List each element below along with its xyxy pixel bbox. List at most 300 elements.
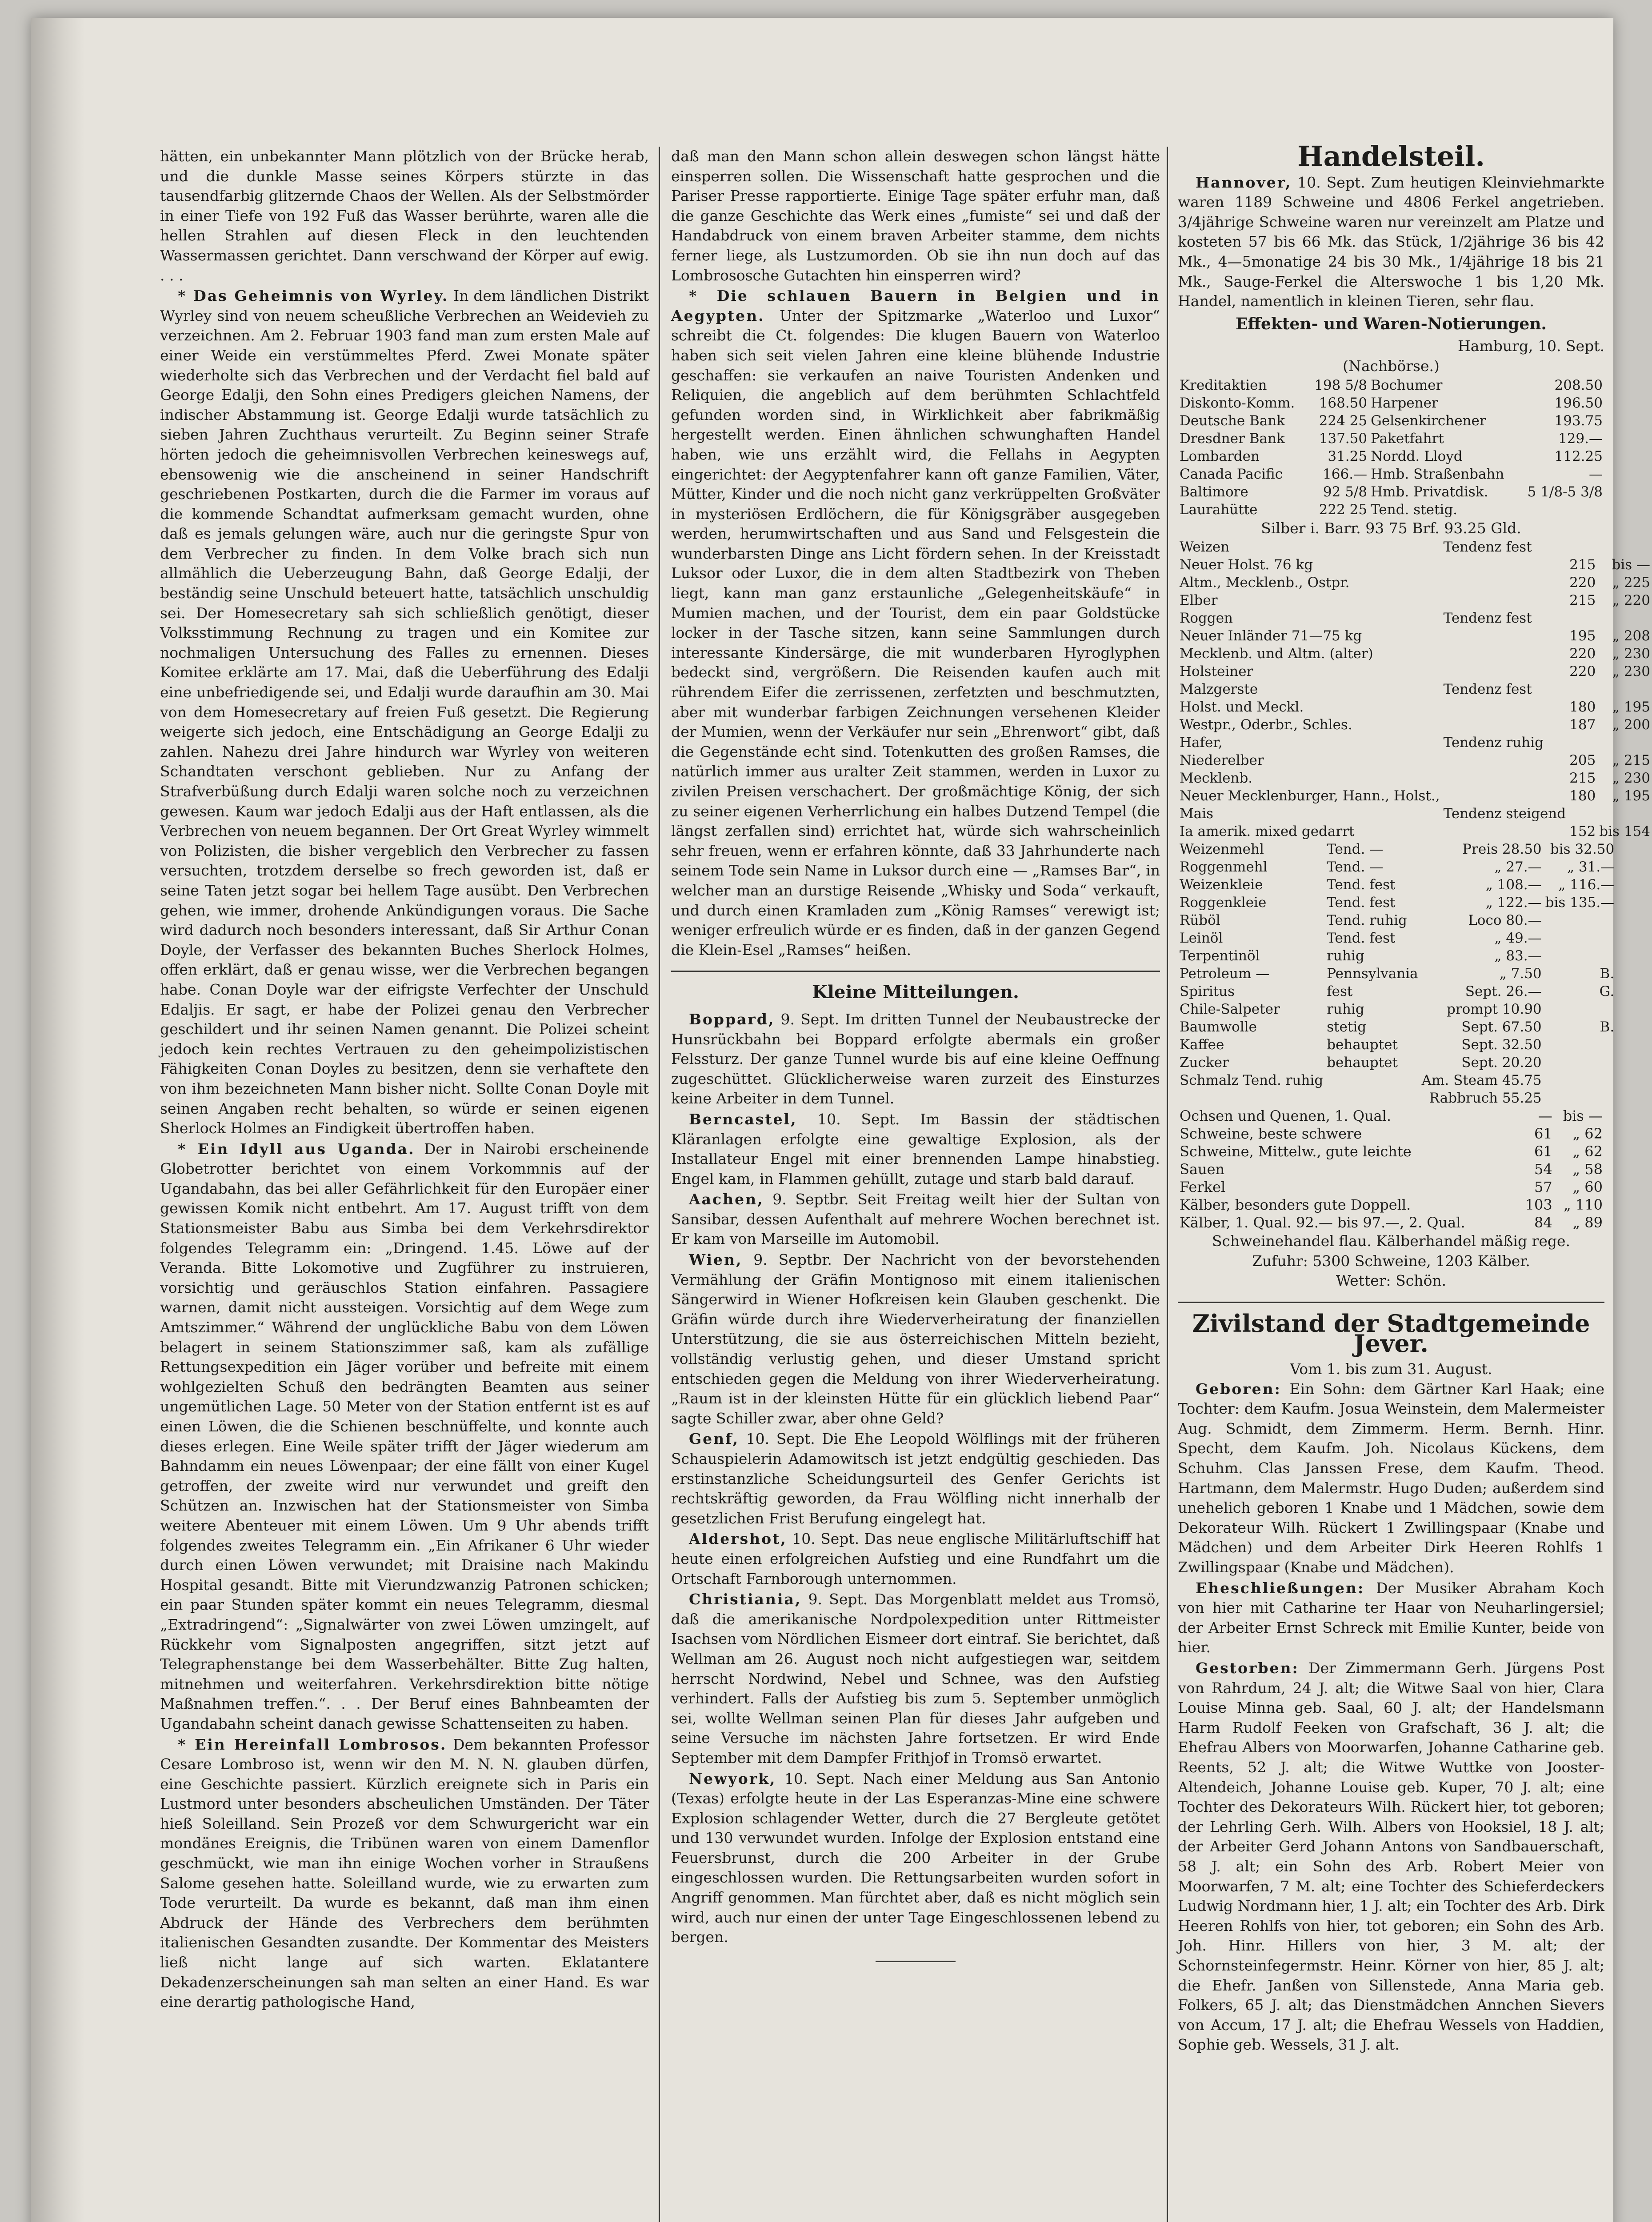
- table-cell: [1325, 1089, 1420, 1107]
- table-cell: [1325, 1071, 1420, 1089]
- table-cell: —: [1538, 1107, 1552, 1125]
- table-cell: [1514, 1107, 1518, 1125]
- table-cell: 220: [1569, 646, 1596, 662]
- table-cell: [1514, 1214, 1518, 1231]
- table-cell: Diskonto-Komm.: [1180, 395, 1295, 411]
- table-cell: bis 32.50: [1550, 841, 1615, 858]
- article-headline: * Ein Hereinfall Lombrosos.: [178, 1735, 447, 1753]
- cattle-row: [1178, 1125, 1604, 1143]
- table-cell: 103: [1525, 1196, 1552, 1214]
- table-cell: 220: [1569, 575, 1596, 591]
- table-cell: Rabbruch 55.25: [1429, 1090, 1542, 1107]
- table-cell: bis —: [1612, 557, 1650, 573]
- grain-row: [1178, 769, 1652, 787]
- table-cell: behauptet: [1327, 1037, 1398, 1053]
- news-item: [671, 1529, 1160, 1589]
- marriages-text: Der Musiker Abraham Koch von hier mit Catharine ter Haar von Neuharlingersiel; der Arbeiter Ernst Schreck mit Emilie Kunter, beide von hier.: [1178, 1579, 1604, 1656]
- article-wyrley: [160, 286, 649, 1139]
- table-cell: [1514, 1143, 1518, 1160]
- table-cell: Neuer Mecklenburger, Hann., Holst.,: [1180, 788, 1440, 804]
- table-cell: 198 5/8: [1314, 377, 1368, 393]
- table-cell: Chile-Salpeter: [1180, 1001, 1280, 1018]
- table-cell: Niederelber: [1180, 752, 1264, 769]
- goods-row: [1178, 840, 1616, 858]
- goods-row: [1178, 858, 1616, 876]
- births: [1178, 1379, 1604, 1578]
- table-cell: Dresdner Bank: [1180, 430, 1285, 447]
- table-cell: Holst. und Meckl.: [1180, 699, 1304, 715]
- table-cell: Laurahütte: [1180, 501, 1258, 518]
- table-cell: Schweine, beste schwere: [1180, 1125, 1362, 1143]
- goods-row: [1178, 876, 1616, 894]
- table-cell: stetig: [1327, 1019, 1367, 1035]
- column-rule: [1167, 147, 1168, 2222]
- table-cell: „ 49.—: [1494, 930, 1542, 947]
- table-cell: „ 58: [1572, 1161, 1603, 1178]
- table-cell: Tend. fest: [1327, 930, 1396, 947]
- table-cell: Gelsenkirchener: [1371, 412, 1486, 429]
- table-cell: 112.25: [1554, 448, 1603, 464]
- table-cell: 84: [1534, 1214, 1552, 1231]
- article-body: Der in Nairobi erscheinende Globetrotter berichtet von einem Vorkommnis auf der Ugandabahn, das bei aller Gefährlichkeit für den Europäer einer gewissen Komik nicht entbehrt. Am 17. August trifft von dem Stationsmeister Babu aus Simba bei dem Verkehrsdirektor folgendes Telegramm ein: „Dringend. 1.45. Löwe auf der Veranda. Bitte Lokomotive und Zugführer zu instruieren, vorsichtig und geräuschlos Station einfahren. Passagiere warnen, damit nicht aussteigen. Vorsichtig auf dem Wege zum Amtszimmer.“ Während der unglückliche Babu von dem Löwen belagert in seinem Stationszimmer saß, kam als zufällige Rettungsexpedition ein Jäger vorüber und befreite mit einem wohlgezielten Schuß den bedrängten Beamten aus seiner ungemütlichen Lage. 50 Meter von der Station entfernt ist es auf einen Löwen, die die Schienen beschnüffelte, und konnte auch dieses erlegen. Eine Weile später trifft der Jäger wiederum am Bahndamm ein neues Löwenpaar; der eine fällt von einer Kugel getroffen, der zweite wird nur verwundet und greift den Schützen an. Inzwischen hat der Stationsmeister von Simba weitere Abenteuer mit einem Löwen. Um 9 Uhr abends trifft folgendes zweites Telegramm ein. „Ein Afrikaner 6 Uhr wieder durch einen Löwen verwundet; mit Draisine nach Makindu Hospital gesandt. Bitte mit Vierundzwanzig Patronen schicken; ein paar Stunden später kommt ein neues Telegramm, diesmal „Extradringend“: „Signalwärter von zwei Löwen umzingelt, auf Rückkehr vom Signalposten angegriffen, sitzt jetzt auf Telegraphenstange bei dem Wasserbehälter. Bitte Zug halten, mitnehmen und weiterfahren. Verkehrsdirektion bitte nötige Maßnahmen treffen.“. . . Der Beruf eines Bahnbeamten der Ugandabahn scheint danach gewisse Schattenseiten zu haben.: [160, 1140, 649, 1732]
- table-cell: Baltimore: [1180, 484, 1248, 500]
- table-cell: [1568, 734, 1597, 751]
- goods-row: [1178, 929, 1616, 947]
- table-cell: 222 25: [1319, 501, 1368, 518]
- table-cell: [1442, 645, 1568, 663]
- column-3: [1178, 140, 1650, 2222]
- table-cell: Harpener: [1371, 395, 1438, 411]
- news-place: Newyork,: [689, 1770, 776, 1787]
- table-cell: Paketfahrt: [1371, 430, 1444, 447]
- grain-row: [1178, 805, 1652, 823]
- table-cell: [1442, 627, 1568, 645]
- table-cell: Sept. 32.50: [1461, 1037, 1542, 1053]
- table-cell: [1442, 698, 1568, 716]
- grain-row: [1178, 591, 1652, 609]
- effekten-subtitle: (Nachbörse.): [1343, 357, 1440, 375]
- table-cell: 195: [1569, 628, 1596, 644]
- end-divider: [876, 1961, 956, 1962]
- table-cell: Zucker: [1180, 1055, 1229, 1071]
- table-cell: [1597, 734, 1652, 751]
- grain-row: [1178, 680, 1652, 698]
- table-cell: 180: [1569, 699, 1596, 715]
- table-cell: ruhig: [1327, 1001, 1364, 1018]
- news-place: Aldershot,: [689, 1530, 787, 1548]
- table-cell: Holsteiner: [1180, 663, 1253, 680]
- table-cell: bis —: [1563, 1107, 1603, 1125]
- news-item: [671, 1250, 1160, 1428]
- cattle-row: [1178, 1196, 1604, 1214]
- deaths-text: Der Zimmermann Gerh. Jürgens Post von Rahrdum, 24 J. alt; die Witwe Saal von hier, Clara Louise Minna geb. Saal, 60 J. alt; der Handelsmann Harm Rudolf Feeken von Grafschaft, 36 J. alt; die Ehefrau Albers von Moorwarfen, Johanne Catharine geb. Reents, 52 J. alt; die Witwe Wuttke von Jooster-Altendeich, Johanne Louise geb. Kuper, 70 J. alt; eine Tochter des Dekorateurs Wilh. Rückert hier, tot geboren; der Lehrling Gerh. Wilh. Albers von Hooksiel, 18 J. alt; der Arbeiter Gerd Johann Antons von Sandbauerschaft, 58 J. alt; ein Sohn des Arb. Robert Meier von Moorwarfen, 7 M. alt; eine Tochter des Schieferdeckers Ludwig Nordmann hier, 1 J. alt; ein Tochter des Arb. Dirk Heeren Rohlfs von hier, tot geboren; ein Sohn des Arb. Joh. Hinr. Hillers von hier, 3 M. alt; der Schornsteinfegermstr. Heinr. Körner von hier, 85 J. alt; die Ehefr. Janßen von Sillenstede, Anna Maria geb. Folkers, 65 J. alt; das Dienstmädchen Annchen Sievers von Accum, 17 J. alt; die Ehefrau Wessels von Haddien, Sophie geb. Wessels, 31 J. alt.: [1178, 1659, 1604, 2054]
- table-cell: Tend. fest: [1327, 877, 1396, 893]
- article-headline: * Die schlauen Bauern in Belgien und in Aegypten.: [671, 287, 1160, 324]
- grain-row: [1178, 734, 1652, 751]
- table-cell: 137.50: [1319, 430, 1368, 447]
- table-cell: Sept. 26.—: [1465, 983, 1542, 1000]
- table-cell: Altm., Mecklenb., Ostpr.: [1180, 575, 1350, 591]
- table-cell: B.: [1600, 966, 1615, 982]
- table-cell: [1442, 556, 1568, 574]
- table-cell: [1442, 716, 1568, 734]
- table-cell: behauptet: [1327, 1055, 1398, 1071]
- newspaper-page: [31, 18, 1650, 2222]
- table-cell: Leinöl: [1180, 930, 1223, 947]
- table-cell: [1514, 1178, 1518, 1196]
- table-cell: Loco 80.—: [1468, 912, 1542, 929]
- article-body: Dem bekannten Professor Cesare Lombroso ist, wenn wir den M. N. N. glauben dürfen, eine Geschichte passiert. Kürzlich ereignete sich in Paris ein Lustmord unter besonders abscheulichen Umständen. Der Täter hieß Soleilland. Sein Prozeß vor dem Schwurgericht war ein mondänes Ereignis, die Tribünen waren von einem Damenflor geschmückt, wie man ihn einige Wochen vorher in Straußens Salome gesehen hatte. Soleilland wurde, wie zu erwarten zum Tode verurteilt. Da wurde es bekannt, daß man ihm einen Abdruck der Hände des Verbrechers dem berühmten italienischen Gesandten zusandte. Der Kommentar des Meisters ließ nicht lange auf sich warten. Eklatantere Dekadenzerscheinungen sah man selten an einer Hand. Es war eine derartig pathologische Hand,: [160, 1735, 649, 2011]
- stock-row: [1178, 448, 1604, 465]
- table-cell: prompt 10.90: [1447, 1001, 1542, 1018]
- grain-table: [1178, 538, 1652, 840]
- table-cell: bis 135.—: [1545, 895, 1615, 911]
- news-place: Boppard,: [689, 1010, 775, 1028]
- deaths-label: Gestorben:: [1196, 1659, 1299, 1677]
- article-continuation: daß man den Mann schon allein deswegen schon längst hätte einsperren sollen. Die Wissenschaft hatte gesprochen und die Pariser Presse rapportierte. Einige Tage später erfuhr man, daß die ganze Geschichte das Werk eines „fumiste“ sei und daß der Handabdruck von einem braven Arbeiter stamme, dem nichts ferner liege, als Lustzumorden. Ob sie ihn nun doch auf das Lombrososche Gutachten hin einsperren wird?: [671, 148, 1160, 284]
- goods-row: [1178, 1071, 1616, 1089]
- article-continuation: hätten, ein unbekannter Mann plötzlich von der Brücke herab, und die dunkle Masse seines Körpers stürzte in das tausendfarbig glitzernde Chaos der Wellen. Als der Selbstmörder in einer Tiefe von 192 Fuß das Wasser berührte, waren alle die hellen Strahlen auf diesen Fleck in den leuchtenden Wassermassen gerichtet. Dann verschwand der Körper auf ewig. . . .: [160, 148, 649, 284]
- table-cell: [1568, 805, 1597, 823]
- table-cell: [1597, 680, 1652, 698]
- stock-row: [1178, 465, 1604, 483]
- table-cell: 187: [1569, 717, 1596, 733]
- article-body: In dem ländlichen Distrikt Wyrley sind von neuem scheußliche Verbrechen an Weidevieh zu verzeichnen. Am 2. Februar 1903 fand man zum ersten Male auf einer Weide ein verstümmeltes Pferd. Zwei Monate später wiederholte sich das Verbrechen und der Verdacht fiel bald auf George Edalji, den Sohn eines Predigers gleichen Namens, der indischer Abstammung ist. George Edalji wurde tatsächlich zu sieben Jahren Zuchthaus verurteilt. Zu Beginn seiner Strafe hörten jedoch die geheimnisvollen Verbrechen keineswegs auf, ebensowenig wie die anscheinend in seiner Handschrift geschriebenen Postkarten, durch die die Farmer im voraus auf die kommende Schandtat aufmerksam gemacht wurden, ohne daß es jemals gelungen wäre, auch nur die geringste Spur von dem Verbrecher zu finden. In dem Volke brach sich nun allmählich die Ueberzeugung Bahn, daß George Edalji, der beständig seine Unschuld beteuert hatte, tatsächlich unschuldig sei. Der Homesecretary sah sich schließlich genötigt, dieser Volksstimmung Rechnung zu tragen und ein Komitee zur nochmaligen Untersuchung des Falles zu ernennen. Dieses Komitee erklärte am 17. Mai, daß die Ueberführung des Edalji eine unbefriedigende sei, und Edalji wurde daraufhin am 30. Mai von dem Homesecretary auf freien Fuß gesetzt. Die Regierung weigerte sich jedoch, eine Entschädigung an George Edalji zu zahlen. Nahezu drei Jahre hindurch war Wyrley von weiteren Schandtaten verschont geblieben. Nur zu Anfang der Strafverbüßung durch Edalji waren solche noch zu verzeichnen gewesen. Kaum war jedoch Edalji aus der Haft entlassen, als die Verbrechen von neuem begannen. Der Ort Great Wyrley wimmelt von Polizisten, die bisher vergeblich den Verbrecher zu fassen versuchten, trotzdem derselbe so frech geworden ist, daß er seine Taten jetzt sogar bei hellem Tage ausübt. Den Verbrechen gehen, wie immer, drohende Ankündigungen voraus. Die Sache wird dadurch noch besonders interessant, daß Sir Arthur Conan Doyle, der Verfasser des bekannten Buches Sherlock Holmes, offen erklärt, daß er genau wisse, wer die Verbrechen begangen habe. Conan Doyle war der eifrigste Verfechter der Unschuld Edaljis. Er sagt, er habe der Polizei genau den Verbrecher geschildert und ihr seinen Namen genannt. Die Polizei scheint jedoch kein rechtes Vertrauen zu den geheimpolizistischen Fähigkeiten Conan Doyles zu besitzen, denn sie verhaftete den von ihm bezeichneten Mann bisher nicht. Sollte Conan Doyle mit seinen Angaben recht behalten, so würde er seinen eigenen Sherlock Holmes an Findigkeit übertroffen haben.: [160, 287, 649, 1137]
- table-cell: Tendenz fest: [1443, 610, 1532, 627]
- table-cell: Schweine, Mittelw., gute leichte: [1180, 1143, 1412, 1160]
- table-cell: [1597, 609, 1652, 627]
- goods-row: [1178, 894, 1616, 911]
- table-cell: ruhig: [1327, 948, 1364, 964]
- table-cell: Sept. 20.20: [1461, 1055, 1542, 1071]
- article-bauern: [671, 286, 1160, 960]
- stock-row: [1178, 501, 1604, 519]
- table-cell: Kälber, besonders gute Doppell.: [1180, 1196, 1411, 1214]
- table-cell: [1442, 751, 1568, 769]
- table-cell: Rüböl: [1180, 912, 1220, 929]
- news-body: 10. Sept. Das neue englische Militärluftschiff hat heute einen erfolgreichen Aufstieg und eine Rundfahrt um die Ortschaft Farnborough unternommen.: [671, 1530, 1160, 1587]
- column-2: [671, 147, 1160, 2222]
- table-cell: 31.25: [1328, 448, 1368, 464]
- table-cell: 152: [1569, 823, 1596, 840]
- news-body: 10. Sept. Die Ehe Leopold Wölflings mit der früheren Schauspielerin Adamowitsch ist jetzt endgültig geschieden. Das erstinstanzliche Scheidungsurteil des Genfer Gerichts ist rechtskräftig geworden, da Frau Wölfling nicht innerhalb der gesetzlichen Frist Berufung eingelegt hat.: [671, 1430, 1160, 1527]
- table-cell: Weizenkleie: [1180, 877, 1263, 893]
- cattle-note: Schweinehandel flau. Kälberhandel mäßig rege.: [1212, 1232, 1571, 1250]
- column-rule: [659, 147, 660, 2222]
- table-cell: [1568, 609, 1597, 627]
- table-cell: Preis 28.50: [1462, 841, 1542, 858]
- table-cell: Tend. —: [1327, 841, 1384, 858]
- table-cell: Roggenmehl: [1180, 859, 1268, 875]
- section-title: Kleine Mitteilungen.: [812, 982, 1019, 1003]
- table-cell: 215: [1569, 557, 1596, 573]
- table-cell: —: [1589, 466, 1603, 482]
- table-cell: Tend. stetig.: [1371, 501, 1458, 518]
- table-cell: [1442, 787, 1568, 805]
- table-cell: 129.—: [1558, 430, 1603, 447]
- table-cell: 208.50: [1554, 377, 1603, 393]
- table-cell: [1442, 663, 1568, 680]
- marriages-label: Eheschließungen:: [1196, 1579, 1365, 1597]
- table-cell: Tendenz ruhig: [1443, 735, 1544, 751]
- grain-row: [1178, 698, 1652, 716]
- goods-row: [1178, 1036, 1616, 1054]
- table-cell: 168.50: [1319, 395, 1368, 411]
- table-cell: Tendenz steigend: [1443, 806, 1566, 822]
- table-cell: 54: [1534, 1161, 1552, 1178]
- table-cell: Pennsylvania: [1327, 966, 1418, 982]
- table-cell: Weizen: [1180, 539, 1230, 556]
- table-cell: Sauen: [1180, 1161, 1225, 1178]
- table-cell: [1568, 680, 1597, 698]
- news-item: [671, 1190, 1160, 1249]
- table-cell: 61: [1534, 1143, 1552, 1160]
- table-cell: Kreditaktien: [1180, 377, 1267, 393]
- goods-row: [1178, 947, 1616, 965]
- grain-row: [1178, 574, 1652, 591]
- table-cell: [1544, 947, 1616, 965]
- stock-table: [1178, 376, 1604, 519]
- table-cell: „ 195: [1612, 788, 1650, 804]
- table-cell: Elber: [1180, 592, 1218, 609]
- table-cell: Mecklenb. und Altm. (alter): [1180, 646, 1373, 662]
- table-cell: Bochumer: [1371, 377, 1443, 393]
- table-cell: Tendenz fest: [1443, 539, 1532, 556]
- table-cell: „ 27.—: [1494, 859, 1542, 875]
- cattle-row: [1178, 1214, 1604, 1231]
- cattle-row: [1178, 1178, 1604, 1196]
- table-cell: „ 195: [1612, 699, 1650, 715]
- table-cell: 193.75: [1554, 412, 1603, 429]
- table-cell: „ 110: [1564, 1196, 1603, 1214]
- table-cell: [1597, 538, 1652, 556]
- table-cell: Roggenkleie: [1180, 895, 1267, 911]
- table-cell: [1514, 1196, 1518, 1214]
- table-cell: 180: [1569, 788, 1596, 804]
- table-cell: Tend. ruhig: [1327, 912, 1407, 929]
- news-place: Aachen,: [689, 1191, 764, 1208]
- table-cell: [1442, 823, 1568, 840]
- table-cell: [1544, 1036, 1616, 1054]
- goods-row: [1178, 965, 1616, 983]
- silver-price: Silber i. Barr. 93 75 Brf. 93.25 Gld.: [1261, 519, 1521, 537]
- table-cell: 57: [1534, 1179, 1552, 1196]
- article-lombroso: [160, 1735, 649, 2012]
- news-place: Christiania,: [689, 1591, 802, 1608]
- table-cell: [1514, 1125, 1518, 1143]
- table-cell: „ 83.—: [1494, 948, 1542, 964]
- table-cell: „ 122.—: [1485, 895, 1542, 911]
- table-cell: Spiritus: [1180, 983, 1235, 1000]
- table-cell: Hafer,: [1180, 735, 1223, 751]
- news-item: [671, 1429, 1160, 1528]
- table-cell: Mecklenb.: [1180, 770, 1253, 787]
- news-place: Genf,: [689, 1430, 740, 1448]
- table-cell: „ 200: [1612, 717, 1650, 733]
- table-cell: 215: [1569, 592, 1596, 609]
- stock-row: [1178, 376, 1604, 394]
- table-cell: „ 89: [1572, 1214, 1603, 1231]
- table-cell: [1544, 929, 1616, 947]
- table-cell: 215: [1569, 770, 1596, 787]
- grain-row: [1178, 556, 1652, 574]
- table-cell: fest: [1327, 983, 1353, 1000]
- table-cell: [1442, 574, 1568, 591]
- handelsteil-title: Handelsteil.: [1297, 140, 1485, 172]
- table-cell: „ 215: [1612, 752, 1650, 769]
- table-cell: „ 230: [1612, 663, 1650, 680]
- table-cell: [1544, 1000, 1616, 1018]
- effekten-place: Hamburg, 10. Sept.: [1458, 337, 1604, 355]
- table-cell: „ 116.—: [1558, 877, 1615, 893]
- table-cell: [1544, 1071, 1616, 1089]
- article-uganda: [160, 1139, 649, 1734]
- cattle-table: [1178, 1107, 1604, 1231]
- cattle-weather: Wetter: Schön.: [1336, 1272, 1447, 1290]
- table-cell: Canada Pacific: [1180, 466, 1283, 482]
- column-1: [160, 147, 649, 2222]
- table-cell: Schmalz Tend. ruhig: [1180, 1072, 1324, 1089]
- table-cell: [1544, 1054, 1616, 1071]
- grain-row: [1178, 787, 1652, 805]
- grain-row: [1178, 609, 1652, 627]
- news-body: 10. Sept. Nach einer Meldung aus San Antonio (Texas) erfolgte heute in der Las Esperanzas-Mine eine schwere Explosion schlagender Wetter, durch die 27 Bergleute getötet und 130 verwundet wurden. Infolge der Explosion entstand eine Feuersbrunst, durch die 200 Arbeiter in der Grube eingeschlossen wurden. Die Rettungsarbeiten wurden sofort in Angriff genommen. Man fürchtet aber, daß es nicht möglich sein wird, auch nur einen der unter Tage Eingeschlossenen lebend zu bergen.: [671, 1770, 1160, 1946]
- table-cell: Mais: [1180, 806, 1214, 822]
- goods-table: [1178, 840, 1616, 1107]
- table-cell: Tend. —: [1327, 859, 1384, 875]
- table-cell: „ 62: [1572, 1143, 1603, 1160]
- goods-row: [1178, 1089, 1616, 1107]
- table-cell: Ia amerik. mixed gedarrt: [1180, 823, 1355, 840]
- table-cell: 220: [1569, 663, 1596, 680]
- table-cell: 5 1/8-5 3/8: [1527, 484, 1603, 500]
- grain-row: [1178, 663, 1652, 680]
- table-cell: Sept. 67.50: [1461, 1019, 1542, 1035]
- table-cell: Hmb. Straßenbahn: [1371, 466, 1504, 482]
- table-cell: [1544, 1089, 1616, 1107]
- market-report: [1178, 173, 1604, 312]
- table-cell: 92 5/8: [1323, 484, 1368, 500]
- table-cell: Baumwolle: [1180, 1019, 1257, 1035]
- table-cell: Nordd. Lloyd: [1371, 448, 1463, 464]
- stock-row: [1178, 430, 1604, 448]
- table-cell: Ferkel: [1180, 1179, 1226, 1196]
- table-cell: „ 225: [1612, 575, 1650, 591]
- table-cell: Kälber, 1. Qual. 92.— bis 97.—, 2. Qual.: [1180, 1214, 1465, 1231]
- section-divider: [1178, 1302, 1604, 1303]
- table-cell: Neuer Holst. 76 kg: [1180, 557, 1313, 573]
- table-cell: „ 208: [1612, 628, 1650, 644]
- page-gutter: [31, 18, 84, 2222]
- grain-row: [1178, 716, 1652, 734]
- goods-row: [1178, 1054, 1616, 1071]
- table-cell: Deutsche Bank: [1180, 412, 1285, 429]
- table-cell: Terpentinöl: [1180, 948, 1260, 964]
- article-headline: * Das Geheimnis von Wyrley.: [178, 287, 449, 305]
- stock-row: [1178, 394, 1604, 412]
- table-cell: Weizenmehl: [1180, 841, 1264, 858]
- cattle-row: [1178, 1107, 1604, 1125]
- market-place: Hannover,: [1196, 173, 1292, 191]
- article-headline: * Ein Idyll aus Uganda.: [178, 1140, 415, 1158]
- table-cell: Ochsen und Quenen, 1. Qual.: [1180, 1107, 1392, 1125]
- cattle-row: [1178, 1160, 1604, 1178]
- table-cell: Kaffee: [1180, 1037, 1224, 1053]
- table-cell: „ 31.—: [1567, 859, 1615, 875]
- goods-row: [1178, 911, 1616, 929]
- table-cell: G.: [1599, 983, 1615, 1000]
- table-cell: Tendenz fest: [1443, 681, 1532, 698]
- table-cell: Tend. fest: [1327, 895, 1396, 911]
- table-cell: [1514, 1160, 1518, 1178]
- births-text: Ein Sohn: dem Gärtner Karl Haak; eine Tochter: dem Kaufm. Josua Weinstein, dem Malermeister Aug. Schmidt, dem Zimmerm. Herm. Bernh. Hinr. Specht, dem Kaufm. Joh. Nicolaus Kückens, dem Schuhm. Clas Janssen Frese, dem Kaufm. Theod. Hartmann, dem Malermstr. Hugo Duden; außerdem sind unehelich geboren 1 Knabe und 1 Mädchen, sowie dem Dekorateur Wilh. Rückert 1 Zwillingspaar (Knabe und Mädchen) und dem Arbeiter Dirk Heeren Rohlfs 1 Zwillingspaar (Knabe und Mädchen).: [1178, 1380, 1604, 1576]
- table-cell: B.: [1600, 1019, 1615, 1035]
- table-cell: [1178, 1089, 1325, 1107]
- news-item: [671, 1590, 1160, 1768]
- table-cell: [1442, 591, 1568, 609]
- table-cell: 196.50: [1554, 395, 1603, 411]
- table-cell: Am. Steam 45.75: [1421, 1072, 1542, 1089]
- table-cell: „ 220: [1612, 592, 1650, 609]
- news-place: Berncastel,: [689, 1110, 797, 1128]
- table-cell: 224 25: [1319, 412, 1368, 429]
- table-cell: [1597, 805, 1652, 823]
- table-cell: „ 62: [1572, 1125, 1603, 1143]
- stock-row: [1178, 483, 1604, 501]
- deaths: [1178, 1659, 1604, 2055]
- news-item: [671, 1010, 1160, 1109]
- table-cell: bis 154: [1599, 823, 1650, 840]
- table-cell: Roggen: [1180, 610, 1233, 627]
- table-cell: „ 60: [1572, 1179, 1603, 1196]
- news-place: Wien,: [689, 1251, 743, 1269]
- grain-row: [1178, 645, 1652, 663]
- news-body: 9. Septbr. Der Nachricht von der bevorstehenden Vermählung der Gräfin Montignoso mit einem italienischen Sängerwird in Wiener Hofkreisen kein Glauben geschenkt. Die Gräfin würde durch ihre Wiederverheiratung der finanziellen Unterstützung, die sie aus österreichischen Mitteln bezieht, vollständig verlustig gehen, und dieser Umstand spricht entschieden gegen die Meldung von ihrer Wiederverheiratung. „Raum ist in der kleinsten Hütte für ein glücklich liebend Paar“ sagte Schiller zwar, aber ohne Geld?: [671, 1251, 1160, 1427]
- market-body: 10. Sept. Zum heutigen Kleinviehmarkte waren 1189 Schweine und 4806 Ferkel angetrieben. 3/4jährige Schweine waren nur vereinzelt am Platze und kosteten 57 bis 66 Mk. das Stück, 1/2jährige 36 bis 42 Mk., 4—5monatige 24 bis 30 Mk., 1/4jährige 18 bis 21 Mk., Sauge-Ferkel die Alterswoche 1 bis 1,20 Mk. Handel, namentlich in kleinen Tieren, sehr flau.: [1178, 173, 1604, 310]
- goods-row: [1178, 983, 1616, 1000]
- grain-row: [1178, 751, 1652, 769]
- zivilstand-title: Zivilstand der Stadtgemeinde Jever.: [1192, 1309, 1590, 1358]
- effekten-title: Effekten- und Waren-Notierungen.: [1236, 314, 1547, 333]
- grain-row: [1178, 538, 1652, 556]
- marriages: [1178, 1579, 1604, 1658]
- table-cell: Lombarden: [1180, 448, 1260, 464]
- table-cell: „ 7.50: [1499, 966, 1542, 982]
- article-body: Unter der Spitzmarke „Waterloo und Luxor“ schreibt die Ct. folgendes: Die klugen Bauern von Waterloo haben sich seit vielen Jahren eine kleine blühende Industrie geschaffen: sie verkaufen an naive Touristen Andenken und Reliquien, die angeblich auf dem berühmten Schlachtfeld gefunden worden sind, in Wirklichkeit aber fabrikmäßig hergestellt werden. Einen ähnlichen schwunghaften Handel haben, wie uns erzählt wird, die Fellahs in Aegypten eingerichtet: der Aegyptenfahrer kann oft ganze Familien, Väter, Mütter, Kinder und die noch nicht ganz verkrüppelten Großväter in mysteriösen Erdlöchern, die für Königsgräber ausgegeben werden, herumwirtschaften und aus Sand und Felsgestein die wunderbarsten Dinge ans Licht fördern sehen. In der Kreisstadt Luksor oder Luxor, die in dem alten Stadtbezirk von Theben liegt, kann man ganz erstaunliche „Gelegenheitskäufe“ in Mumien machen, und der Tourist, dem ein paar Goldstücke locker in der Tasche sitzen, kann seine Sammlungen durch interessante Kindersärge, die mit wunderbaren Hyroglyphen bedeckt sind, vergrößern. Die Reisenden kaufen auch mit rührendem Eifer die zerrissenen, zerfetzten und beschmutzten, aber mit wunderbar farbigen Zeichnungen versehenen Kleider der Mumien, wenn der Verkäufer nur sein „Ehrenwort“ gibt, daß die Gegenstände echt sind. Totenkutten des großen Ramses, die natürlich immer aus uralter Zeit stammen, werden in Luxor zu zivilen Preisen verschachert. Der großmächtige König, der sich zu seiner eigenen Verherrlichung ein halbes Dutzend Tempel (die längst zerfallen sind) errichtet hat, würde sich wahrscheinlich sehr freuen, wenn er erfahren könnte, daß 33 Jahrhunderte nach seinem Tode sein Name in Luksor durch eine — „Ramses Bar“, in welcher man an durstige Reisende „Whisky und Soda“ verkauft, und durch einen Kramladen zum „König Ramses“ verewigt ist; weniger erfreulich würde er es finden, daß in der ganzen Gegend die Klein-Esel „Ramses“ heißen.: [671, 307, 1160, 959]
- table-cell: Malzgerste: [1180, 681, 1258, 698]
- zivilstand-dates: Vom 1. bis zum 31. August.: [1290, 1360, 1492, 1378]
- goods-row: [1178, 1018, 1616, 1036]
- grain-row: [1178, 823, 1652, 840]
- table-cell: „ 230: [1612, 646, 1650, 662]
- news-body: 10. Sept. Im Bassin der städtischen Kläranlagen erfolgte eine gewaltige Explosion, als der Installateur Engel mit einer brennenden Lampe hinabstieg. Engel kam, in Flammen gehüllt, zutage und starb bald darauf.: [671, 1110, 1160, 1187]
- grain-row: [1178, 627, 1652, 645]
- table-cell: [1518, 501, 1604, 519]
- table-cell: Hmb. Privatdisk.: [1371, 484, 1488, 500]
- stock-row: [1178, 412, 1604, 430]
- table-cell: Neuer Inländer 71—75 kg: [1180, 628, 1362, 644]
- table-cell: 166.—: [1323, 466, 1368, 482]
- cattle-supply: Zufuhr: 5300 Schweine, 1203 Kälber.: [1252, 1252, 1530, 1270]
- table-cell: [1442, 769, 1568, 787]
- table-cell: „ 230: [1612, 770, 1650, 787]
- table-cell: „ 108.—: [1485, 877, 1542, 893]
- table-cell: [1544, 911, 1616, 929]
- news-item: [671, 1110, 1160, 1189]
- table-cell: Petroleum —: [1180, 966, 1270, 982]
- table-cell: [1568, 538, 1597, 556]
- news-body: 9. Septbr. Seit Freitag weilt hier der Sultan von Sansibar, dessen Aufenthalt auf mehrere Wochen berechnet ist. Er kam von Marseille im Automobil.: [671, 1191, 1160, 1248]
